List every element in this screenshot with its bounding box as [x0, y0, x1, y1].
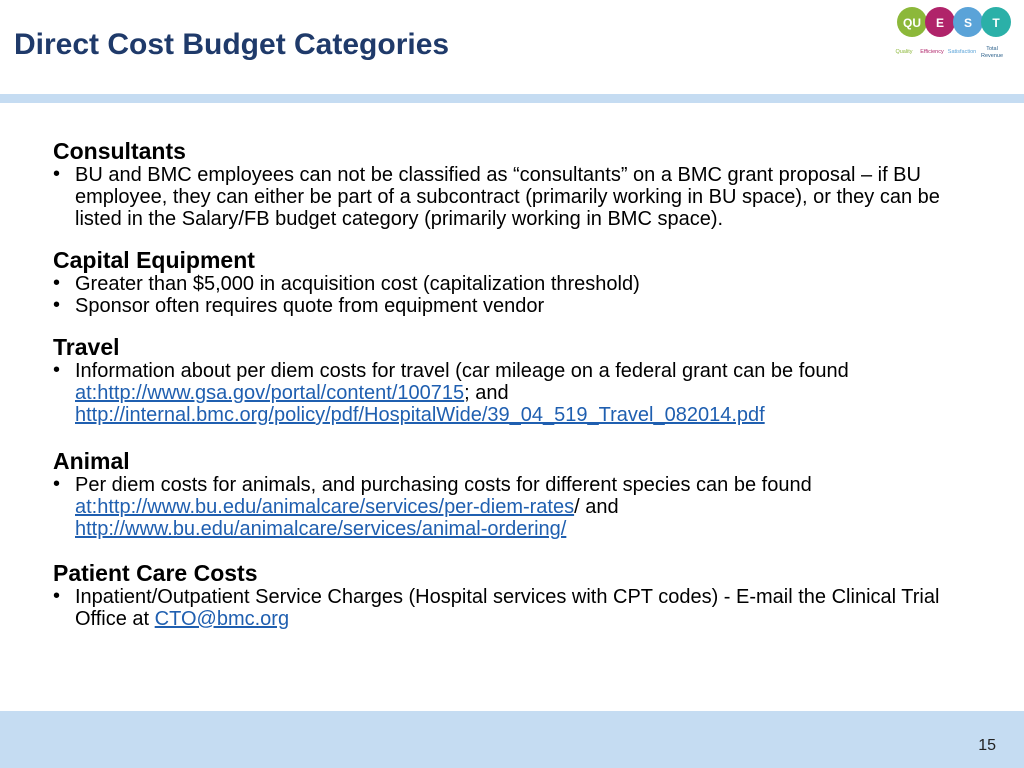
- list-item-text: Greater than $5,000 in acquisition cost (capitalization threshold): [75, 273, 640, 295]
- section-heading-patient-care: Patient Care Costs: [53, 560, 258, 586]
- list-item: [53, 586, 983, 630]
- animal-text-between: / and: [574, 496, 619, 518]
- section-heading-consultants: Consultants: [53, 138, 186, 164]
- list-item: [53, 273, 983, 295]
- animal-text-before: Per diem costs for animals, and purchasing costs for different species can be found: [75, 474, 812, 496]
- logo-text-e: E: [935, 16, 945, 30]
- list-item: [53, 164, 983, 230]
- section-animal: [53, 448, 983, 540]
- bullet-icon: •: [53, 473, 61, 495]
- list-item: [53, 474, 983, 540]
- logo-caption-total: Total: [986, 46, 998, 52]
- logo-caption-efficiency: Efficiency: [920, 49, 944, 55]
- bullet-icon: •: [53, 294, 61, 316]
- list-item-text: BU and BMC employees can not be classified as “consultants” on a BMC grant proposal – if BU employee, they can either be part of a subcontract (primarily working in BU space), or they can be listed in the Salary/FB budget category (primarily working in BMC space).: [75, 164, 940, 230]
- patient-care-text: Inpatient/Outpatient Service Charges (Hospital services with CPT codes) - E-mail the Clinical Trial Office at: [75, 586, 940, 630]
- section-patient-care: [53, 560, 983, 630]
- gsa-travel-link[interactable]: at:http://www.gsa.gov/portal/content/100715: [75, 382, 465, 404]
- logo-text-t: T: [992, 16, 1000, 30]
- bullet-icon: •: [53, 272, 61, 294]
- list-item-text: Sponsor often requires quote from equipment vendor: [75, 295, 545, 317]
- logo-text-s: S: [963, 16, 973, 30]
- per-diem-rates-link[interactable]: at:http://www.bu.edu/animalcare/services/per-diem-rates: [75, 496, 575, 518]
- bmc-travel-policy-link[interactable]: http://internal.bmc.org/policy/pdf/HospitalWide/39_04_519_Travel_082014.pdf: [75, 404, 765, 426]
- section-consultants: [53, 138, 983, 230]
- page-number: 15: [978, 737, 996, 754]
- slide-content: [53, 138, 983, 647]
- cto-email-link[interactable]: CTO@bmc.org: [154, 608, 290, 630]
- section-travel: [53, 334, 983, 426]
- section-heading-capital-equipment: Capital Equipment: [53, 247, 255, 273]
- logo-caption-quality: Quality: [895, 49, 913, 55]
- list-item: [53, 360, 983, 426]
- section-heading-animal: Animal: [53, 448, 130, 474]
- logo-text-qu: QU: [903, 16, 921, 30]
- slide-title: Direct Cost Budget Categories: [14, 28, 450, 61]
- header-divider-bar: [0, 94, 1024, 103]
- bullet-icon: •: [53, 585, 61, 607]
- logo-caption-revenue: Revenue: [980, 53, 1004, 59]
- bullet-icon: •: [53, 163, 61, 185]
- footer-bar: [0, 711, 1024, 768]
- travel-text-between: ; and: [464, 382, 509, 404]
- list-item: [53, 295, 983, 317]
- quest-logo: [890, 4, 1020, 64]
- animal-ordering-link[interactable]: http://www.bu.edu/animalcare/services/animal-ordering/: [75, 518, 567, 540]
- logo-caption-satisfaction: Satisfaction: [947, 49, 977, 55]
- section-heading-travel: Travel: [53, 334, 120, 360]
- bullet-icon: •: [53, 359, 61, 381]
- section-capital-equipment: [53, 247, 983, 317]
- travel-text-before: Information about per diem costs for travel (car mileage on a federal grant can be found: [75, 360, 849, 382]
